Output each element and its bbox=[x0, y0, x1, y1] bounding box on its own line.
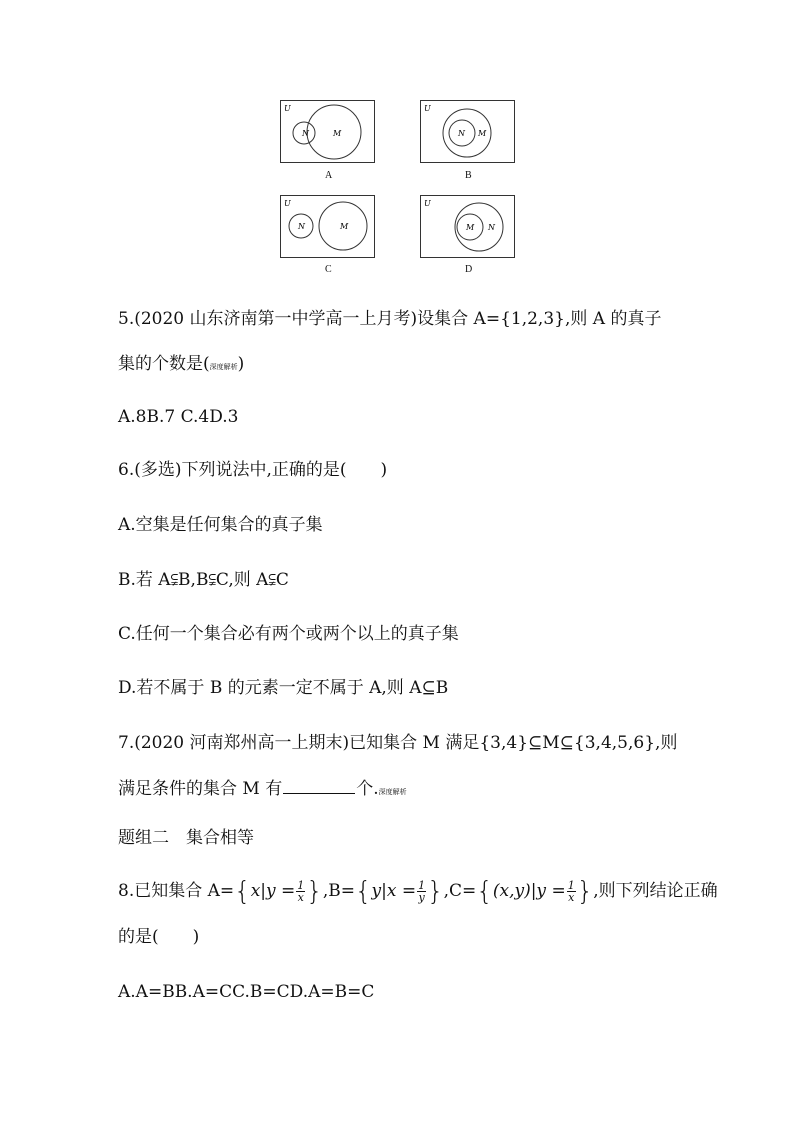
q8-line-2: 的是( ) bbox=[118, 927, 200, 947]
q6-option-a: A.空集是任何集合的真子集 bbox=[118, 515, 323, 535]
fraction-b bbox=[417, 880, 426, 903]
q8-b-label: ,B= bbox=[322, 881, 355, 901]
q5-line-2-close: ) bbox=[237, 354, 245, 374]
venn-diagram-d bbox=[420, 195, 516, 263]
right-brace-icon: } bbox=[576, 876, 594, 907]
venn-caption-a: A bbox=[325, 170, 333, 181]
q6-stem: 6.(多选)下列说法中,正确的是( ) bbox=[118, 460, 388, 480]
q5-line-2-text: 集的个数是( bbox=[118, 354, 210, 374]
q8-prefix: 8.已知集合 A= bbox=[118, 881, 235, 901]
q7-answer-blank[interactable] bbox=[283, 777, 355, 794]
venn-caption-b: B bbox=[465, 170, 472, 181]
venn-diagram-c bbox=[280, 195, 376, 263]
q6-option-d: D.若不属于 B 的元素一定不属于 A,则 A⊆B bbox=[118, 678, 449, 698]
left-brace-icon: { bbox=[476, 876, 493, 907]
venn-diagram-b bbox=[420, 100, 516, 168]
q7-line-2-end: 个. bbox=[356, 779, 379, 799]
q7-line-1: 7.(2020 河南郑州高一上期末)已知集合 M 满足{3,4}⊆M⊆{3,4,5,6},则 bbox=[118, 733, 678, 753]
svg-text:N: N bbox=[488, 223, 495, 232]
svg-text:N: N bbox=[298, 222, 305, 231]
left-brace-icon: { bbox=[354, 876, 372, 907]
right-brace-icon: } bbox=[306, 876, 323, 907]
q7-line-2 bbox=[118, 777, 407, 802]
fraction-c bbox=[567, 880, 576, 903]
q6-option-c: C.任何一个集合必有两个或两个以上的真子集 bbox=[118, 624, 459, 644]
q7-analysis-tag[interactable]: 深度解析 bbox=[378, 788, 407, 796]
q5-options: A.8B.7 C.4D.3 bbox=[118, 407, 239, 427]
q8-options: A.A=BB.A=CC.B=CD.A=B=C bbox=[118, 982, 375, 1002]
q8-line-1 bbox=[118, 876, 718, 907]
set-a-condition: x|y = bbox=[250, 881, 296, 901]
q8-c-label: ,C= bbox=[443, 881, 477, 901]
svg-text:M: M bbox=[333, 129, 342, 138]
fraction-b-num: 1 bbox=[418, 879, 426, 892]
fraction-b-den: y bbox=[418, 891, 425, 904]
q6-option-b: B.若 A⫋B,B⫋C,则 A⫋C bbox=[118, 570, 289, 590]
fraction-a bbox=[296, 880, 305, 903]
svg-text:U: U bbox=[424, 104, 431, 113]
set-c-condition: (x,y)|y = bbox=[492, 881, 566, 901]
fraction-c-den: x bbox=[568, 891, 575, 904]
fraction-c-num: 1 bbox=[567, 879, 575, 892]
svg-text:N: N bbox=[302, 129, 309, 138]
venn-caption-d: D bbox=[465, 264, 473, 275]
venn-caption-c: C bbox=[325, 264, 332, 275]
q5-line-2 bbox=[118, 354, 244, 377]
svg-text:M: M bbox=[340, 222, 349, 231]
svg-text:M: M bbox=[466, 223, 475, 232]
svg-text:U: U bbox=[284, 104, 291, 113]
svg-text:N: N bbox=[458, 129, 465, 138]
set-b-condition: y|x = bbox=[371, 881, 417, 901]
q5-line-1: 5.(2020 山东济南第一中学高一上月考)设集合 A={1,2,3},则 A 的真子 bbox=[118, 309, 662, 329]
group-heading: 题组二 集合相等 bbox=[118, 828, 254, 848]
right-brace-icon: } bbox=[427, 876, 444, 907]
svg-text:U: U bbox=[284, 199, 291, 208]
q5-analysis-tag[interactable]: 深度解析 bbox=[209, 363, 238, 371]
q7-line-2-text: 满足条件的集合 M 有 bbox=[118, 779, 283, 799]
fraction-a-num: 1 bbox=[297, 879, 305, 892]
venn-diagram-a bbox=[280, 100, 376, 168]
fraction-a-den: x bbox=[297, 891, 304, 904]
left-brace-icon: { bbox=[234, 876, 251, 907]
svg-text:M: M bbox=[478, 129, 487, 138]
svg-text:U: U bbox=[424, 199, 431, 208]
q8-suffix: ,则下列结论正确 bbox=[593, 881, 718, 901]
